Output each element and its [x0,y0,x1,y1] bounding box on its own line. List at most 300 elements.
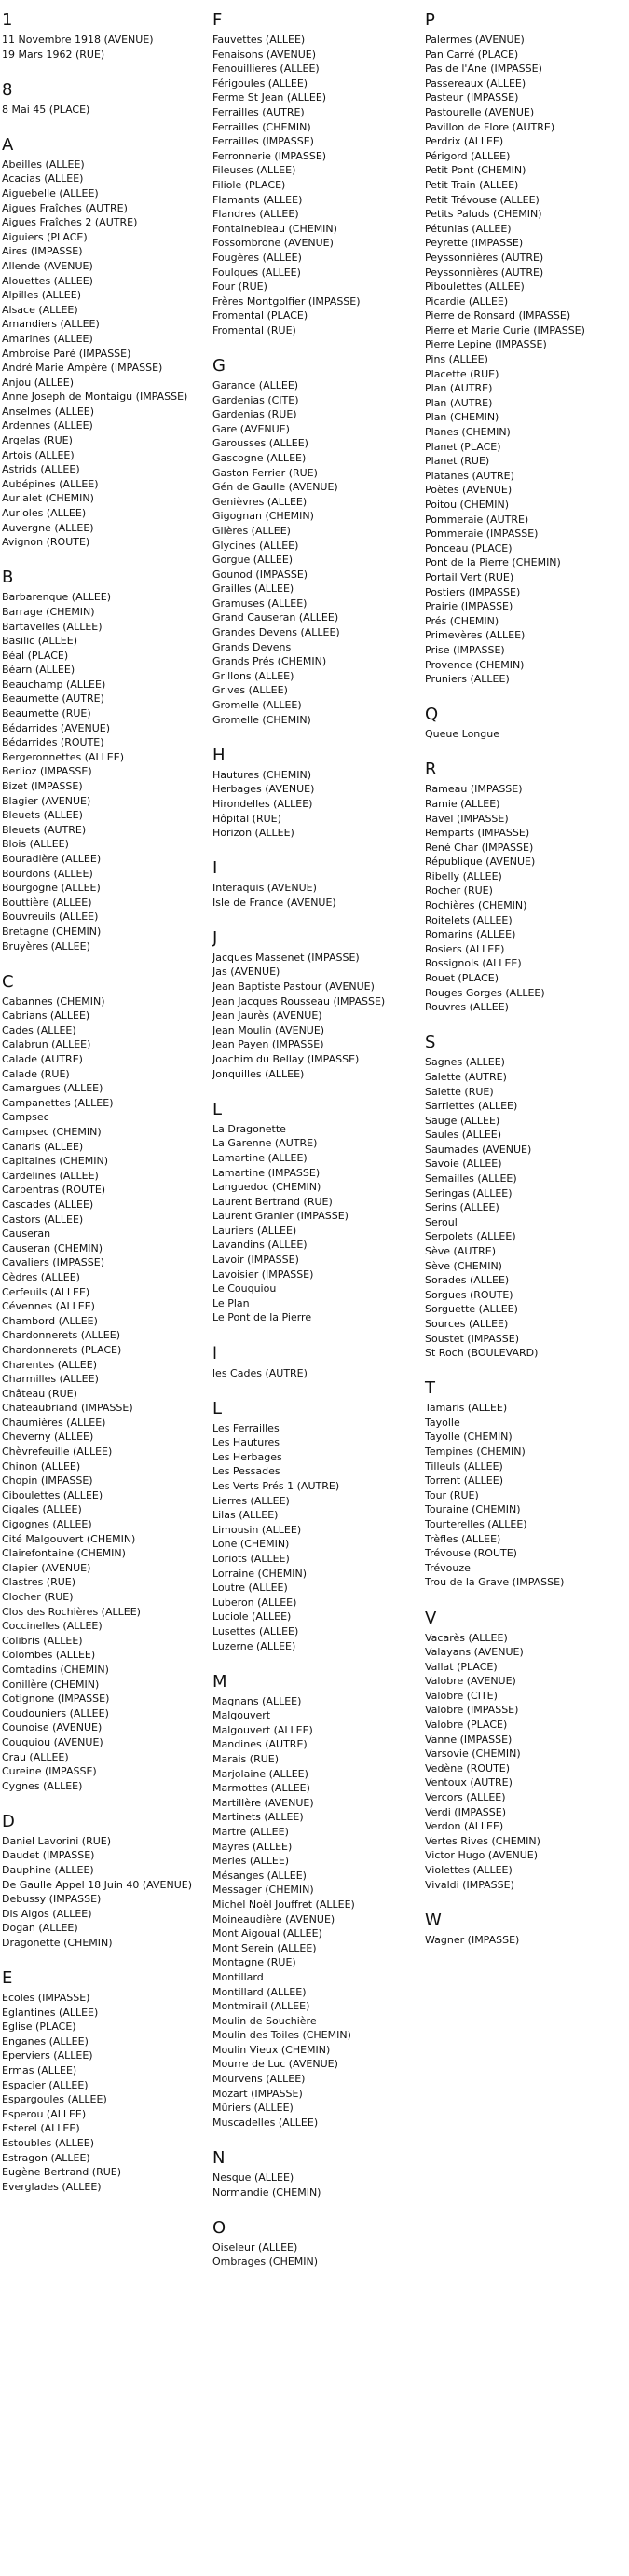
section-letter-heading: M [212,1671,227,1692]
street-item: Sources (ALLEE) [425,1318,509,1330]
street-item: Conillère (CHEMIN) [2,1678,100,1691]
street-list [425,782,627,1015]
street-item: Cité Malgouvert (CHEMIN) [2,1532,136,1545]
street-item: Alpilles (ALLEE) [2,289,81,302]
street-item: Peyssonnières (AUTRE) [425,251,544,264]
street-item: Montillard (ALLEE) [212,1985,307,1998]
street-item: Mésanges (ALLEE) [212,1869,307,1882]
street-item: Rameau (IMPASSE) [425,783,523,796]
street-item: Trou de la Grave (IMPASSE) [425,1576,565,1589]
street-item: Mûriers (ALLEE) [212,2102,294,2115]
street-item: Périgord (ALLEE) [425,149,511,162]
street-item: Cavaliers (IMPASSE) [2,1256,104,1269]
street-item: Trévouse (ROUTE) [425,1547,517,1560]
street-item: Mourvens (ALLEE) [212,2073,306,2086]
street-item: Marmottes (ALLEE) [212,1782,310,1795]
street-item: Auvergne (ALLEE) [2,521,94,534]
street-item: La Garenne (AUTRE) [212,1137,318,1150]
street-item: Mont Aigoual (ALLEE) [212,1927,322,1940]
street-item: Cascades (ALLEE) [2,1198,94,1211]
street-item: Eglantines (ALLEE) [2,2006,99,2019]
street-item: Clairefontaine (CHEMIN) [2,1547,126,1560]
street-item: Gounod (IMPASSE) [212,568,308,581]
street-item: Bouvreuils (ALLEE) [2,911,99,924]
street-item: Tilleuls (ALLEE) [425,1459,503,1473]
street-item: Anselmes (ALLEE) [2,404,95,418]
street-item: Savoie (ALLEE) [425,1158,502,1171]
street-list [2,994,205,1794]
street-item: Chambord (ALLEE) [2,1314,98,1327]
street-item: Barrage (CHEMIN) [2,605,95,618]
street-item: Ferrailles (CHEMIN) [212,120,311,133]
street-item: Sagnes (ALLEE) [425,1056,505,1069]
street-item: Charmilles (ALLEE) [2,1373,99,1386]
street-item: Lavoisier (IMPASSE) [212,1267,314,1281]
letter-section [2,969,205,1794]
street-item: Prise (IMPASSE) [425,643,505,656]
letter-section [212,1396,419,1654]
street-list [212,1366,419,1381]
street-item: Sève (CHEMIN) [425,1259,502,1272]
street-item: Valobre (CITE) [425,1689,498,1702]
street-item: Oiseleur (ALLEE) [212,2240,298,2254]
street-item: Pierre Lepine (IMPASSE) [425,338,547,351]
street-item: Languedoc (CHEMIN) [212,1181,321,1194]
street-item: Valayans (AVENUE) [425,1646,524,1659]
street-item: Dis Aigos (ALLEE) [2,1907,92,1920]
street-item: Lilas (ALLEE) [212,1509,279,1522]
street-item: Jean Payen (IMPASSE) [212,1038,324,1051]
street-item: André Marie Ampère (IMPASSE) [2,362,163,375]
street-item: Clapier (AVENUE) [2,1561,91,1574]
street-item: Grandes Devens (ALLEE) [212,626,340,639]
street-item: Cèdres (ALLEE) [2,1270,80,1283]
street-item: Violettes (ALLEE) [425,1864,513,1876]
street-item: Bleuets (AUTRE) [2,823,87,836]
street-item: Calabrun (ALLEE) [2,1038,91,1051]
street-item: Tamaris (ALLEE) [425,1402,508,1415]
street-item: Serpolets (ALLEE) [425,1230,516,1243]
street-item: De Gaulle Appel 18 Juin 40 (AVENUE) [2,1878,192,1891]
street-item: Moulin de Souchière [212,2014,317,2027]
street-item: Sorgues (ROUTE) [425,1288,513,1301]
street-item: Le Pont de la Pierre [212,1311,312,1324]
letter-section [425,1376,627,1590]
street-item: Jean Jaurès (AVENUE) [212,1009,322,1022]
street-item: Bouttière (ALLEE) [2,896,92,909]
street-item: Seroul [425,1215,458,1228]
street-item: Gromelle (CHEMIN) [212,713,311,726]
street-item: Aiguebelle (ALLEE) [2,186,99,199]
street-list [212,881,419,910]
street-item: Cabannes (CHEMIN) [2,994,105,1007]
street-item: Rouges Gorges (ALLEE) [425,986,545,999]
street-item: Tour (RUE) [425,1488,479,1501]
street-item: Poètes (AVENUE) [425,484,513,497]
street-column-3 [425,7,627,1947]
street-item: Cigales (ALLEE) [2,1503,82,1516]
street-item: Peyssonnières (AUTRE) [425,266,544,279]
street-item: Saules (ALLEE) [425,1129,502,1142]
street-item: Prés (CHEMIN) [425,614,499,627]
street-item: Trèfles (ALLEE) [425,1532,501,1545]
street-item: Castors (ALLEE) [2,1213,84,1226]
street-item: Gardenias (RUE) [212,408,297,421]
street-list [425,1055,627,1360]
street-item: Fromental (PLACE) [212,309,308,322]
street-item: Luzerne (ALLEE) [212,1639,296,1652]
section-letter-heading: A [2,134,14,155]
street-item: Saumades (AVENUE) [425,1143,532,1156]
street-item: Gorgue (ALLEE) [212,554,294,567]
street-item: Ferronnerie (IMPASSE) [212,149,327,162]
letter-section [212,856,419,910]
street-item: Pas de l'Ane (IMPASSE) [425,62,542,75]
street-item: Perdrix (ALLEE) [425,135,504,148]
street-item: Aubépines (ALLEE) [2,477,99,490]
street-item: Luciole (ALLEE) [212,1610,292,1624]
street-item: Verdon (ALLEE) [425,1820,504,1833]
street-list [425,33,627,687]
street-item: Bretagne (CHEMIN) [2,925,102,938]
street-list [212,951,419,1081]
street-item: Pan Carré (PLACE) [425,48,519,61]
street-item: Gigognan (CHEMIN) [212,510,314,523]
section-letter-heading: B [2,568,14,588]
street-item: Messager (CHEMIN) [212,1884,314,1897]
section-letter-heading: O [212,2217,226,2238]
street-item: Trévouze [425,1561,471,1574]
street-item: Laurent Bertrand (RUE) [212,1195,333,1208]
street-item: Ecoles (IMPASSE) [2,1992,90,2005]
street-column-1 [2,7,205,2194]
street-item: Victor Hugo (AVENUE) [425,1849,539,1862]
street-item: Gén de Gaulle (AVENUE) [212,481,338,494]
letter-section [425,702,627,742]
street-item: Pastourelle (AVENUE) [425,105,535,118]
letter-section [2,7,205,62]
street-item: Pasteur (IMPASSE) [425,91,519,104]
street-item: Ponceau (PLACE) [425,541,513,555]
street-item: Piboulettes (ALLEE) [425,281,525,294]
street-item: Cureine (IMPASSE) [2,1765,97,1778]
street-item: Planet (PLACE) [425,440,501,453]
street-item: Pommeraie (IMPASSE) [425,528,539,541]
street-item: Cheverny (ALLEE) [2,1431,94,1444]
street-item: Jean Jacques Rousseau (IMPASSE) [212,994,386,1007]
street-item: Gromelle (ALLEE) [212,699,302,712]
street-item: Eperviers (ALLEE) [2,2049,93,2062]
street-item: Ravel (IMPASSE) [425,812,509,825]
street-item: Cotignone (IMPASSE) [2,1692,110,1706]
street-item: Peyrette (IMPASSE) [425,237,524,250]
section-letter-heading: L [212,1398,223,1418]
street-item: Basilic (ALLEE) [2,635,77,648]
street-item: Petit Pont (CHEMIN) [425,164,526,177]
street-item: Portail Vert (RUE) [425,570,514,583]
street-item: Four (RUE) [212,281,267,294]
letter-section [212,353,419,727]
street-item: Platanes (AUTRE) [425,469,514,482]
street-item: Hôpital (RUE) [212,812,281,825]
street-item: Chardonnerets (ALLEE) [2,1329,120,1342]
street-item: Petit Trévouse (ALLEE) [425,193,540,206]
street-item: Sorades (ALLEE) [425,1274,510,1287]
street-item: Jacques Massenet (IMPASSE) [212,951,360,964]
street-item: Prairie (IMPASSE) [425,600,513,613]
street-item: Glycines (ALLEE) [212,539,299,552]
street-item: Artois (ALLEE) [2,448,75,461]
street-item: Martre (ALLEE) [212,1825,289,1838]
street-item: Lamartine (ALLEE) [212,1151,308,1164]
street-item: Beaumette (AUTRE) [2,692,104,706]
street-item: Bartavelles (ALLEE) [2,620,103,633]
street-item: Montmirail (ALLEE) [212,2000,310,2013]
street-item: Grillons (ALLEE) [212,669,294,682]
letter-section [212,7,419,337]
street-item: Chinon (ALLEE) [2,1459,81,1473]
section-letter-heading: J [212,927,218,948]
street-item: Flamants (ALLEE) [212,193,303,206]
street-item: Bleuets (ALLEE) [2,809,83,822]
street-item: Mayres (ALLEE) [212,1840,293,1853]
street-item: Eglise (PLACE) [2,2021,76,2034]
street-item: Planes (CHEMIN) [425,426,511,439]
street-item: Couquiou (AVENUE) [2,1735,103,1748]
street-item: Pavillon de Flore (AUTRE) [425,120,555,133]
street-item: Poitou (CHEMIN) [425,499,509,511]
street-list [212,1122,419,1325]
street-item: Rocher (RUE) [425,884,493,897]
street-item: Les Pessades [212,1465,280,1478]
street-item: Hautures (CHEMIN) [212,768,311,781]
street-item: Campsec (CHEMIN) [2,1126,102,1138]
street-item: Lierres (ALLEE) [212,1494,290,1507]
letter-section [425,1606,627,1893]
section-letter-heading: S [425,1033,436,1053]
street-item: Dauphine (ALLEE) [2,1864,94,1876]
street-item: Calade (AUTRE) [2,1053,83,1066]
street-item: Les Hautures [212,1436,280,1449]
letter-section [2,565,205,953]
street-item: Causeran (CHEMIN) [2,1241,103,1254]
section-letter-heading: N [212,2147,226,2168]
street-item: Loutre (ALLEE) [212,1582,288,1595]
street-item: Ardennes (ALLEE) [2,419,93,432]
street-item: Valobre (IMPASSE) [425,1704,519,1717]
street-item: Clos des Rochières (ALLEE) [2,1605,141,1618]
street-item: Grands Prés (CHEMIN) [212,655,327,668]
street-item: Mont Serein (ALLEE) [212,1941,317,1954]
street-item: Ferme St Jean (ALLEE) [212,91,327,104]
section-letter-heading: Q [425,705,439,725]
street-column-2 [212,7,419,2269]
street-item: Cerfeuils (ALLEE) [2,1285,90,1298]
street-item: Remparts (IMPASSE) [425,827,530,840]
section-letter-heading: 1 [2,10,13,30]
letter-section [2,1809,205,1951]
street-item: Campsec [2,1111,49,1124]
street-item: Fromental (RUE) [212,323,296,336]
street-item: Pont de la Pierre (CHEMIN) [425,556,561,569]
street-item: Acacias (ALLEE) [2,172,84,185]
street-item: Beauchamp (ALLEE) [2,678,106,691]
street-item: Joachim du Bellay (IMPASSE) [212,1053,360,1066]
street-item: Merles (ALLEE) [212,1855,290,1868]
letter-section [2,77,205,117]
street-item: Chèvrefeuille (ALLEE) [2,1446,113,1459]
street-item: Luberon (ALLEE) [212,1596,297,1609]
street-item: Allende (AVENUE) [2,259,93,272]
street-item: Ombrages (CHEMIN) [212,2255,319,2268]
street-item: Plan (AUTRE) [425,382,493,395]
letter-section [2,1966,205,2194]
street-item: Fenaisons (AVENUE) [212,48,317,61]
street-item: Béarn (ALLEE) [2,664,75,677]
street-item: Estoubles (ALLEE) [2,2137,94,2149]
street-list [2,590,205,953]
letter-section [212,1097,419,1325]
street-item: Grands Devens [212,640,292,653]
street-item: Esterel (ALLEE) [2,2122,80,2135]
street-item: Rouvres (ALLEE) [425,1001,509,1014]
street-item: Rochières (CHEMIN) [425,899,527,912]
street-item: Anjou (ALLEE) [2,376,75,389]
street-item: Château (RUE) [2,1387,77,1400]
street-item: Fenouillieres (ALLEE) [212,62,320,75]
section-letter-heading: l [212,1343,218,1363]
street-item: Aurioles (ALLEE) [2,507,87,520]
street-item: Torrent (ALLEE) [425,1474,504,1487]
street-item: Queue Longue [425,728,499,741]
street-item: Lauriers (ALLEE) [212,1224,297,1237]
street-item: Everglades (ALLEE) [2,2180,102,2193]
street-item: Cades (ALLEE) [2,1023,76,1036]
street-item: Bruyères (ALLEE) [2,939,90,952]
street-item: Aurialet (CHEMIN) [2,492,94,505]
street-item: Campanettes (ALLEE) [2,1096,114,1109]
letter-section [212,743,419,841]
section-letter-heading: P [425,10,435,30]
street-item: Férigoules (ALLEE) [212,76,308,89]
street-item: Colibris (ALLEE) [2,1634,83,1647]
street-item: Clocher (RUE) [2,1591,74,1603]
street-item: Carpentras (ROUTE) [2,1184,106,1197]
street-item: Ventoux (AUTRE) [425,1776,513,1789]
street-item: Ramie (ALLEE) [425,797,500,810]
street-item: Pétunias (ALLEE) [425,222,512,235]
letter-section [425,1908,627,1948]
street-item: Placette (RUE) [425,367,499,380]
street-item: Garousses (ALLEE) [212,437,308,450]
letter-section [212,2215,419,2269]
street-item: Tempines (CHEMIN) [425,1446,526,1459]
street-item: Aigues Fraîches 2 (AUTRE) [2,216,138,229]
street-item: Postiers (IMPASSE) [425,585,521,598]
street-item: René Char (IMPASSE) [425,841,534,854]
street-item: Ferrailles (IMPASSE) [212,135,314,148]
letter-section [212,1341,419,1381]
section-letter-heading: 8 [2,79,13,100]
street-list [212,1421,419,1654]
street-item: Jean Baptiste Pastour (AVENUE) [212,980,375,993]
street-item: Primevères (ALLEE) [425,629,526,642]
section-letter-heading: V [425,1608,437,1628]
street-item: les Cades (AUTRE) [212,1366,308,1379]
section-letter-heading: C [2,971,14,992]
street-item: Romarins (ALLEE) [425,928,516,941]
letter-section [2,132,205,550]
street-item: Interaquis (AVENUE) [212,882,317,895]
street-item: Blagier (AVENUE) [2,794,91,807]
street-item: Magnans (ALLEE) [212,1694,302,1707]
street-item: Coudouniers (ALLEE) [2,1706,109,1720]
street-item: Crau (ALLEE) [2,1750,69,1763]
letter-section [212,2145,419,2199]
street-item: Bourdons (ALLEE) [2,867,93,880]
section-letter-heading: F [212,10,223,30]
street-item: Béal (PLACE) [2,649,69,662]
street-item: Les Herbages [212,1450,282,1463]
street-item: Grives (ALLEE) [212,684,288,697]
letter-section [212,925,419,1081]
street-item: Cardelines (ALLEE) [2,1169,99,1182]
street-item: Glières (ALLEE) [212,524,291,537]
street-item: Aigues Fraîches (AUTRE) [2,201,128,214]
street-item: Seringas (ALLEE) [425,1186,513,1199]
section-letter-heading: G [212,355,226,376]
street-item: Garance (ALLEE) [212,378,299,391]
street-item: Tourterelles (ALLEE) [425,1518,527,1531]
street-item: Sorguette (ALLEE) [425,1303,518,1316]
street-item: Gramuses (ALLEE) [212,596,308,610]
street-item: Lamartine (IMPASSE) [212,1166,321,1179]
street-item: 8 Mai 45 (PLACE) [2,103,90,116]
street-item: Verdi (IMPASSE) [425,1805,506,1818]
street-item: Bouradière (ALLEE) [2,853,102,865]
street-item: Vacarès (ALLEE) [425,1631,508,1644]
street-item: Argelas (RUE) [2,434,73,447]
letter-section [425,7,627,687]
street-item: Dragonette (CHEMIN) [2,1936,113,1949]
street-item: Gardenias (CITE) [212,393,299,406]
street-list [212,2171,419,2199]
street-item: Fileuses (ALLEE) [212,164,296,177]
street-list [2,158,205,550]
street-item: Marjolaine (ALLEE) [212,1767,308,1780]
street-item: Rosiers (ALLEE) [425,942,505,955]
street-item: Mozart (IMPASSE) [212,2087,303,2100]
street-item: Vanne (IMPASSE) [425,1733,513,1746]
street-item: Montillard [212,1970,264,1983]
street-item: Grand Causeran (ALLEE) [212,611,339,624]
street-item: Sarriettes (ALLEE) [425,1100,518,1113]
street-item: Enganes (ALLEE) [2,2035,89,2048]
street-item: La Dragonette [212,1122,286,1135]
street-item: Cygnes (ALLEE) [2,1779,83,1792]
street-item: Anne Joseph de Montaigu (IMPASSE) [2,391,188,404]
street-item: Camargues (ALLEE) [2,1082,103,1095]
street-item: Colombes (ALLEE) [2,1649,96,1662]
street-list [2,103,205,117]
letter-section [425,757,627,1015]
street-item: Salette (RUE) [425,1085,494,1098]
street-item: Counoise (AVENUE) [2,1721,103,1734]
street-item: Avignon (ROUTE) [2,536,90,549]
street-item: Abeilles (ALLEE) [2,158,85,171]
street-item: Hirondelles (ALLEE) [212,797,313,810]
street-item: Pierre et Marie Curie (IMPASSE) [425,323,585,336]
